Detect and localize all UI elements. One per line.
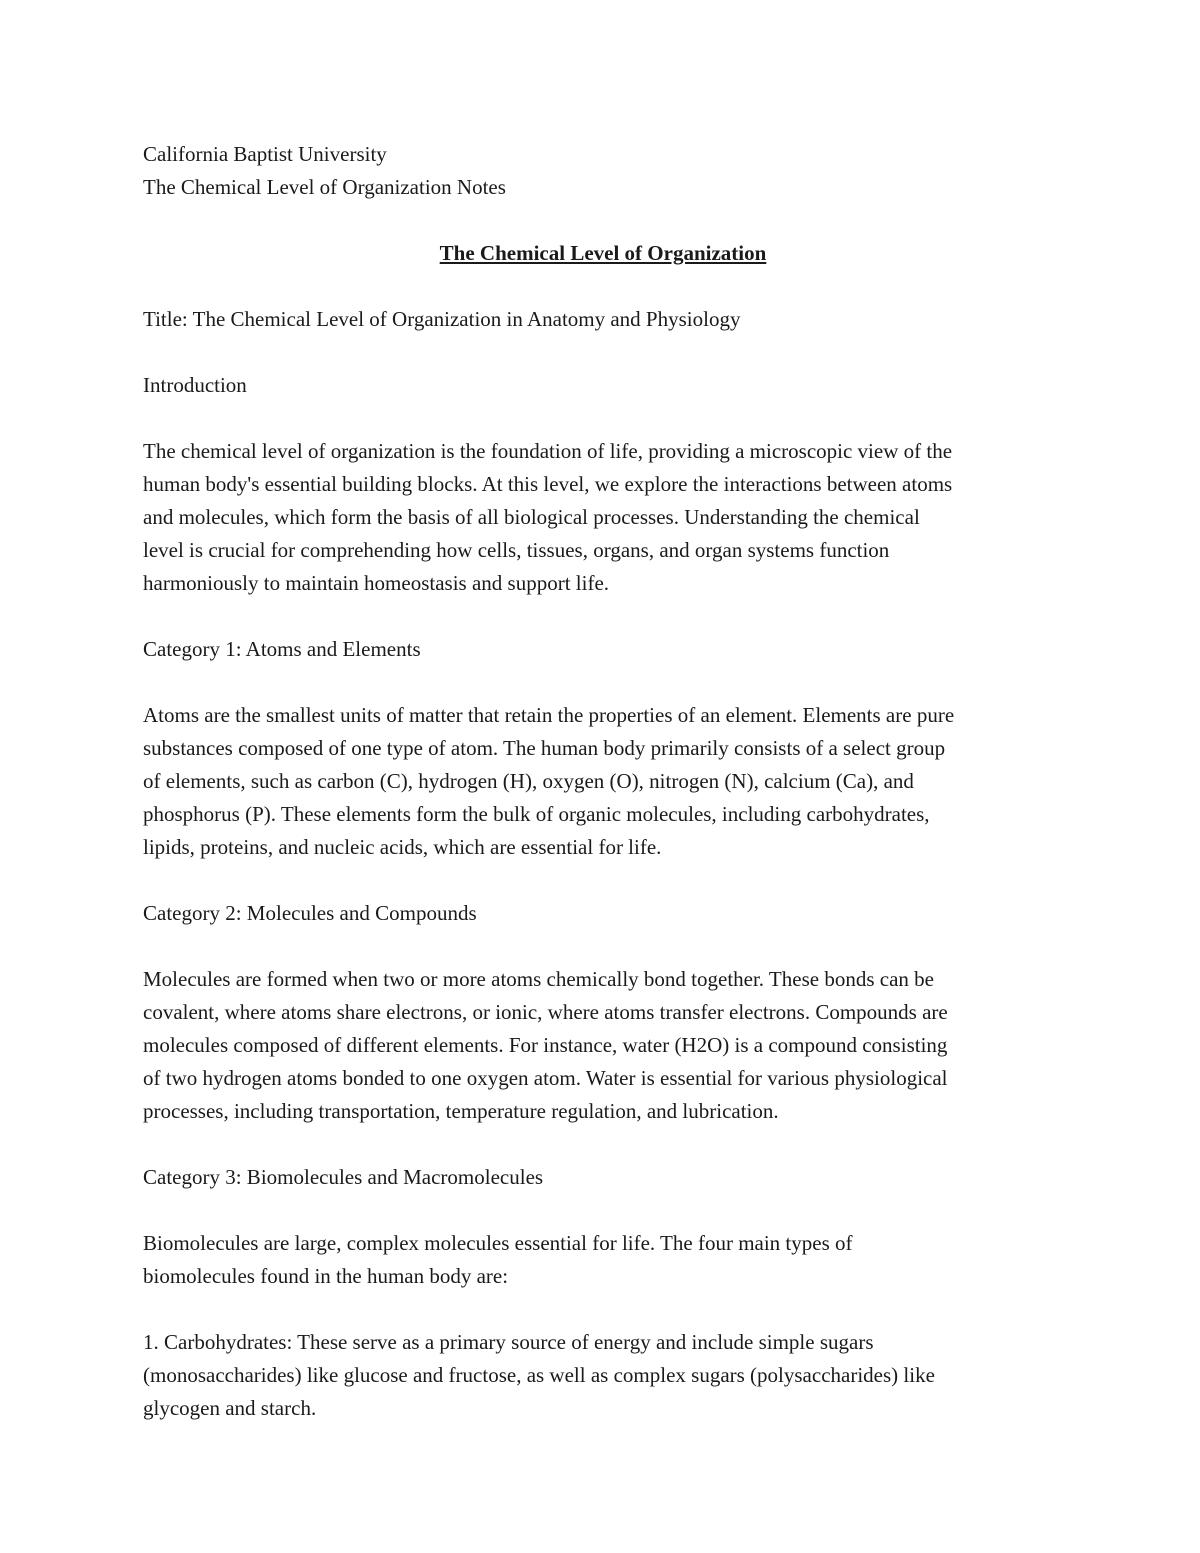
spacer <box>143 1293 1063 1326</box>
paragraph-line: glycogen and starch. <box>143 1396 317 1420</box>
spacer <box>143 666 1063 699</box>
institution-name: California Baptist University <box>143 142 387 166</box>
paragraph-line: human body's essential building blocks. At this level, we explore the interactions between atoms <box>143 472 953 496</box>
category2-paragraph <box>143 963 1063 1128</box>
paragraph-line: biomolecules found in the human body are: <box>143 1264 509 1288</box>
category3-paragraph <box>143 1227 1063 1293</box>
paragraph-line: (monosaccharides) like glucose and fructose, as well as complex sugars (polysaccharides) like <box>143 1363 935 1387</box>
spacer <box>143 270 1063 303</box>
spacer <box>143 864 1063 897</box>
intro-paragraph <box>143 435 1063 600</box>
paragraph-line: substances composed of one type of atom. The human body primarily consists of a select group <box>143 736 946 760</box>
spacer <box>143 1128 1063 1161</box>
paragraph-line: and molecules, which form the basis of all biological processes. Understanding the chemical <box>143 505 920 529</box>
paragraph-line: 1. Carbohydrates: These serve as a primary source of energy and include simple sugars <box>143 1330 874 1354</box>
spacer <box>143 204 1063 237</box>
paragraph-line: Atoms are the smallest units of matter that retain the properties of an element. Elements are pure <box>143 703 955 727</box>
category1-paragraph <box>143 699 1063 864</box>
category1-heading: Category 1: Atoms and Elements <box>143 637 421 661</box>
paragraph-line: lipids, proteins, and nucleic acids, which are essential for life. <box>143 835 662 859</box>
category3-heading: Category 3: Biomolecules and Macromolecules <box>143 1165 544 1189</box>
paragraph-line: of elements, such as carbon (C), hydrogen (H), oxygen (O), nitrogen (N), calcium (Ca), and <box>143 769 914 793</box>
paragraph-line: phosphorus (P). These elements form the bulk of organic molecules, including carbohydrates, <box>143 802 930 826</box>
document-title: The Chemical Level of Organization <box>439 241 767 265</box>
paragraph-line: processes, including transportation, temperature regulation, and lubrication. <box>143 1099 779 1123</box>
intro-heading: Introduction <box>143 373 247 397</box>
paragraph-line: molecules composed of different elements. For instance, water (H2O) is a compound consisting <box>143 1033 948 1057</box>
spacer <box>143 336 1063 369</box>
spacer <box>143 1194 1063 1227</box>
document-body <box>143 138 1063 1425</box>
paragraph-line: Molecules are formed when two or more atoms chemically bond together. These bonds can be <box>143 967 934 991</box>
paragraph-line: of two hydrogen atoms bonded to one oxygen atom. Water is essential for various physiological <box>143 1066 948 1090</box>
notes-title: The Chemical Level of Organization Notes <box>143 175 506 199</box>
list-item-carbohydrates <box>143 1326 1063 1425</box>
subtitle-line: Title: The Chemical Level of Organization in Anatomy and Physiology <box>143 307 741 331</box>
paragraph-line: covalent, where atoms share electrons, or ionic, where atoms transfer electrons. Compounds are <box>143 1000 948 1024</box>
paragraph-line: level is crucial for comprehending how cells, tissues, organs, and organ systems function <box>143 538 890 562</box>
paragraph-line: Biomolecules are large, complex molecules essential for life. The four main types of <box>143 1231 853 1255</box>
paragraph-line: The chemical level of organization is the foundation of life, providing a microscopic view of the <box>143 439 953 463</box>
spacer <box>143 402 1063 435</box>
spacer <box>143 930 1063 963</box>
category2-heading: Category 2: Molecules and Compounds <box>143 901 477 925</box>
paragraph-line: harmoniously to maintain homeostasis and support life. <box>143 571 610 595</box>
spacer <box>143 600 1063 633</box>
